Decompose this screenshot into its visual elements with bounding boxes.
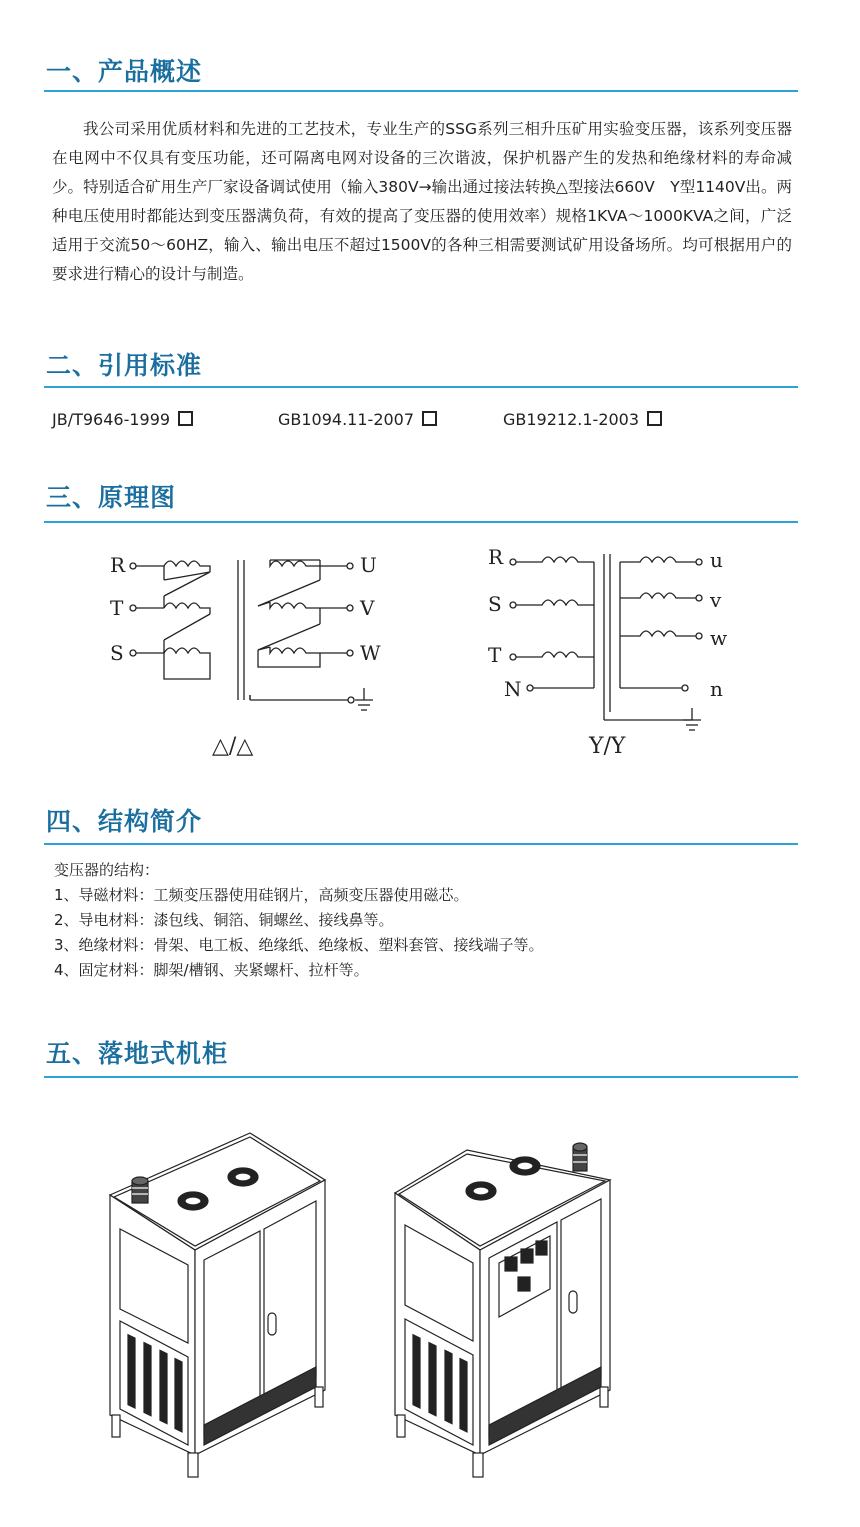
list-item: 2、导电材料：漆包线、铜箔、铜螺丝、接线鼻等。 bbox=[54, 911, 394, 929]
section-title-principle: 三、原理图 bbox=[46, 483, 177, 512]
terminal-label: U bbox=[360, 553, 377, 577]
terminal-label: R bbox=[110, 553, 126, 577]
terminal-label: n bbox=[710, 677, 723, 701]
standard-item bbox=[503, 410, 662, 429]
section-title-structure: 四、结构简介 bbox=[46, 807, 203, 836]
terminal-label: R bbox=[488, 545, 504, 569]
terminal-label: w bbox=[710, 626, 728, 650]
list-item: 3、绝缘材料：骨架、电工板、绝缘纸、绝缘板、塑料套管、接线端子等。 bbox=[54, 936, 544, 954]
section-divider bbox=[44, 843, 798, 845]
terminal-label: T bbox=[110, 596, 124, 620]
list-item: 1、导磁材料：工频变压器使用硅钢片，高频变压器使用磁芯。 bbox=[54, 886, 469, 904]
checkbox-icon bbox=[178, 411, 193, 426]
section-divider bbox=[44, 386, 798, 388]
cabinet-illustration-right bbox=[385, 1125, 625, 1500]
cabinet-illustration-left bbox=[100, 1125, 340, 1500]
overview-paragraph bbox=[52, 115, 792, 289]
diagram-caption: △/△ bbox=[212, 734, 254, 759]
terminal-label: V bbox=[360, 596, 375, 620]
standard-item bbox=[52, 410, 193, 429]
section-divider bbox=[44, 1076, 798, 1078]
section-divider bbox=[44, 521, 798, 523]
terminal-label: N bbox=[504, 677, 522, 701]
terminal-label: v bbox=[710, 588, 722, 612]
structure-intro: 变压器的结构： bbox=[54, 861, 160, 879]
checkbox-icon bbox=[647, 411, 662, 426]
standard-item bbox=[278, 410, 437, 429]
standard-code: GB1094.11-2007 bbox=[278, 410, 415, 429]
section-title-standards: 二、引用标准 bbox=[46, 351, 203, 380]
section-title-overview: 一、产品概述 bbox=[46, 57, 203, 86]
list-item: 4、固定材料：脚架/槽钢、夹紧螺杆、拉杆等。 bbox=[54, 961, 369, 979]
structure-list bbox=[54, 858, 544, 983]
terminal-label: S bbox=[110, 641, 124, 665]
section-title-cabinet: 五、落地式机柜 bbox=[46, 1039, 229, 1068]
checkbox-icon bbox=[422, 411, 437, 426]
terminal-label: S bbox=[488, 592, 502, 616]
standard-code: JB/T9646-1999 bbox=[52, 410, 171, 429]
terminal-label: T bbox=[488, 643, 502, 667]
diagram-caption: Y/Y bbox=[589, 734, 626, 759]
section-divider bbox=[44, 90, 798, 92]
overview-text: 我公司采用优质材料和先进的工艺技术，专业生产的SSG系列三相升压矿用实验变压器，该系列变压器在电网中不仅具有变压功能，还可隔离电网对设备的三次谐波，保护机器产生的发热和绝缘材料的寿命减少。特别适合矿用生产厂家设备调试使用（输入380V→输出通过接法转换△型接法660V Y型1140V出。两种电压使用时都能达到变压器满负荷，有效的提高了变压器的使用效率）规格1KVA～1000KVA之间，广泛适用于交流50～60HZ，输入、输出电压不超过1500V的各种三相需要测试矿用设备场所。均可根据用户的要求进行精心的设计与制造。 bbox=[52, 120, 792, 283]
standard-code: GB19212.1-2003 bbox=[503, 410, 640, 429]
terminal-label: u bbox=[710, 548, 723, 572]
terminal-label: W bbox=[360, 641, 381, 665]
